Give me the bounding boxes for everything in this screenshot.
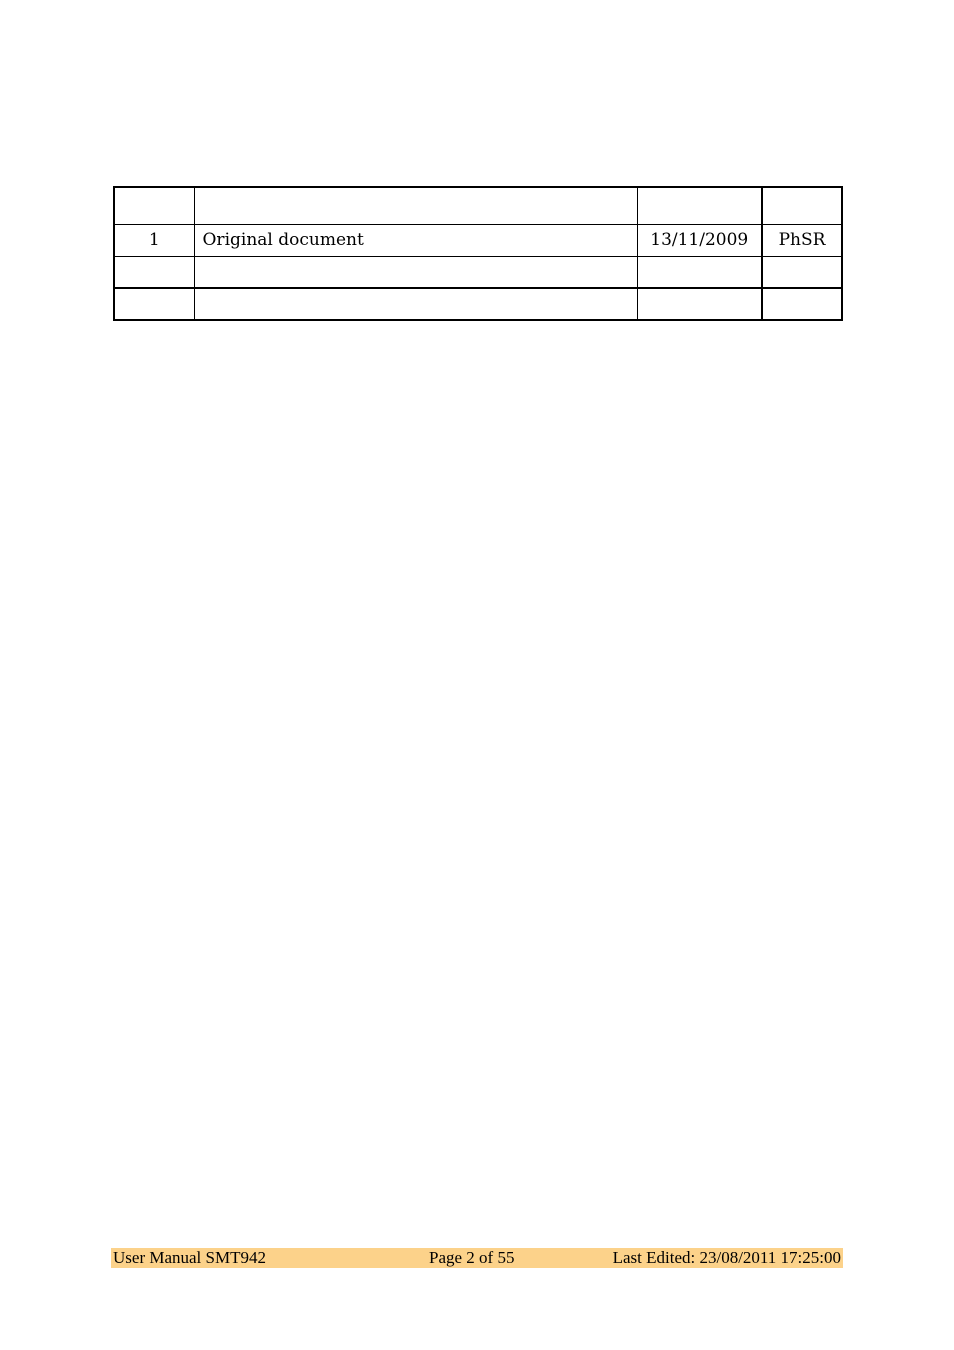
footer-last-edited: Last Edited: 23/08/2011 17:25:00	[612, 1248, 841, 1267]
revision-number-cell	[114, 187, 194, 224]
revision-number-cell	[114, 256, 194, 288]
revision-description-cell	[194, 288, 637, 320]
revision-initials-cell: PhSR	[762, 224, 842, 256]
table-row	[114, 224, 842, 256]
revision-description-cell	[194, 187, 637, 224]
revision-date-cell	[637, 256, 762, 288]
table-row	[114, 256, 842, 288]
revision-initials-cell	[762, 256, 842, 288]
page-footer	[111, 1248, 843, 1268]
revision-number-cell	[114, 288, 194, 320]
footer-document-title: User Manual SMT942	[113, 1248, 266, 1267]
revision-date-cell: 13/11/2009	[637, 224, 762, 256]
revision-date-cell	[637, 187, 762, 224]
revision-number-cell: 1	[114, 224, 194, 256]
revision-initials-cell	[762, 187, 842, 224]
revision-history-table	[113, 186, 843, 321]
revision-initials-cell	[762, 288, 842, 320]
table-row	[114, 187, 842, 224]
revision-date-cell	[637, 288, 762, 320]
revision-description-cell: Original document	[194, 224, 637, 256]
revision-description-cell	[194, 256, 637, 288]
table-row	[114, 288, 842, 320]
footer-page-number: Page 2 of 55	[429, 1248, 515, 1267]
